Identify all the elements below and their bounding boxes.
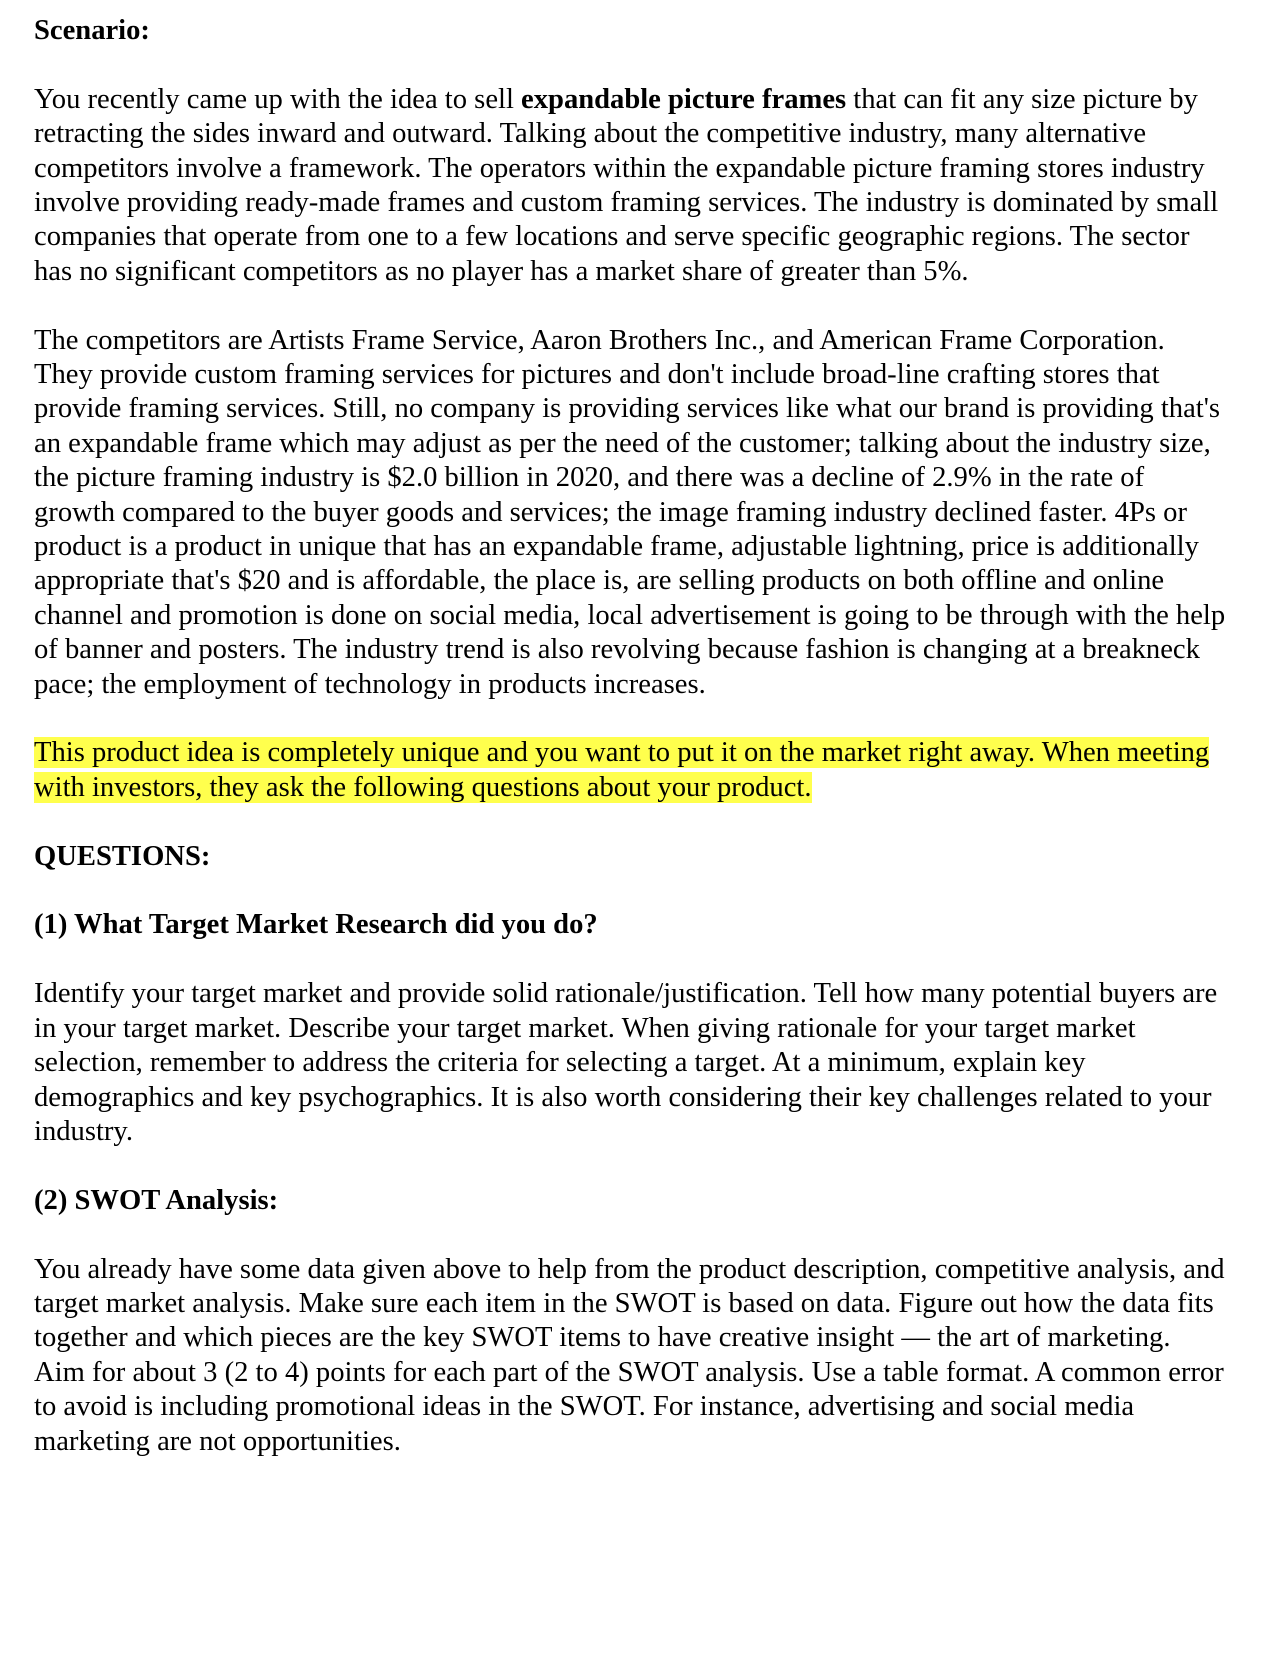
highlighted-text: This product idea is completely unique and you want to put it on the market right away. When meeting with investors, they ask the following questions about your product. (34, 737, 1210, 803)
spacer (34, 1149, 1226, 1183)
scenario-p1-intro: You recently came up with the idea to sell (34, 83, 522, 115)
spacer (34, 702, 1226, 736)
question-2-heading: (2) SWOT Analysis: (34, 1184, 279, 1216)
product-name-bold: expandable picture frames (521, 83, 847, 115)
spacer (34, 874, 1226, 908)
scenario-p1-rest: that can fit any size picture by retracting the sides inward and outward. Talking about the competitive industry, many alternative competitors involve a framework. The operators within the expandable picture framing stores industry involve providing ready-made frames and custom framing services. The industry is dominated by small companies that operate from one to a few locations and serve specific geographic regions. The sector has no significant competitors as no player has a market share of greater than 5%. (34, 83, 1219, 287)
question-1-body: Identify your target market and provide solid rationale/justification. Tell how many potential buyers are in your target market. Describe your target market. When giving rationale for your target market selection, remember to address the criteria for selecting a target. At a minimum, explain key demographics and key psychographics. It is also worth considering their key challenges related to your industry. (34, 978, 1218, 1147)
spacer (34, 1218, 1226, 1252)
spacer (34, 289, 1226, 323)
question-1-heading: (1) What Target Market Research did you do? (34, 909, 598, 941)
spacer (34, 943, 1226, 977)
highlighted-paragraph (34, 736, 1226, 805)
scenario-paragraph-1 (34, 83, 1226, 289)
question-2-body: You already have some data given above to help from the product description, competitive analysis, and target market analysis. Make sure each item in the SWOT is based on data. Figure out how the data fits together and which pieces are the key SWOT items to have creative insight — the art of marketing. Aim for about 3 (2 to 4) points for each part of the SWOT analysis. Use a table format. A common error to avoid is including promotional ideas in the SWOT. For instance, advertising and social media marketing are not opportunities. (34, 1253, 1225, 1457)
scenario-paragraph-2: The competitors are Artists Frame Service, Aaron Brothers Inc., and American Frame Corporation. They provide custom framing services for pictures and don't include broad-line crafting stores that provide framing services. Still, no company is providing services like what our brand is providing that's an expandable frame which may adjust as per the need of the customer; talking about the industry size, the picture framing industry is $2.0 billion in 2020, and there was a decline of 2.9% in the rate of growth compared to the buyer goods and services; the image framing industry declined faster. 4Ps or product is a product in unique that has an expandable frame, adjustable lightning, price is additionally appropriate that's $20 and is affordable, the place is, are selling products on both offline and online channel and promotion is done on social media, local advertisement is going to be through with the help of banner and posters. The industry trend is also revolving because fashion is changing at a breakneck pace; the employment of technology in products increases. (34, 324, 1226, 700)
questions-heading: QUESTIONS: (34, 840, 211, 872)
scenario-heading: Scenario: (34, 15, 150, 46)
spacer (34, 805, 1226, 839)
spacer (34, 48, 1226, 82)
